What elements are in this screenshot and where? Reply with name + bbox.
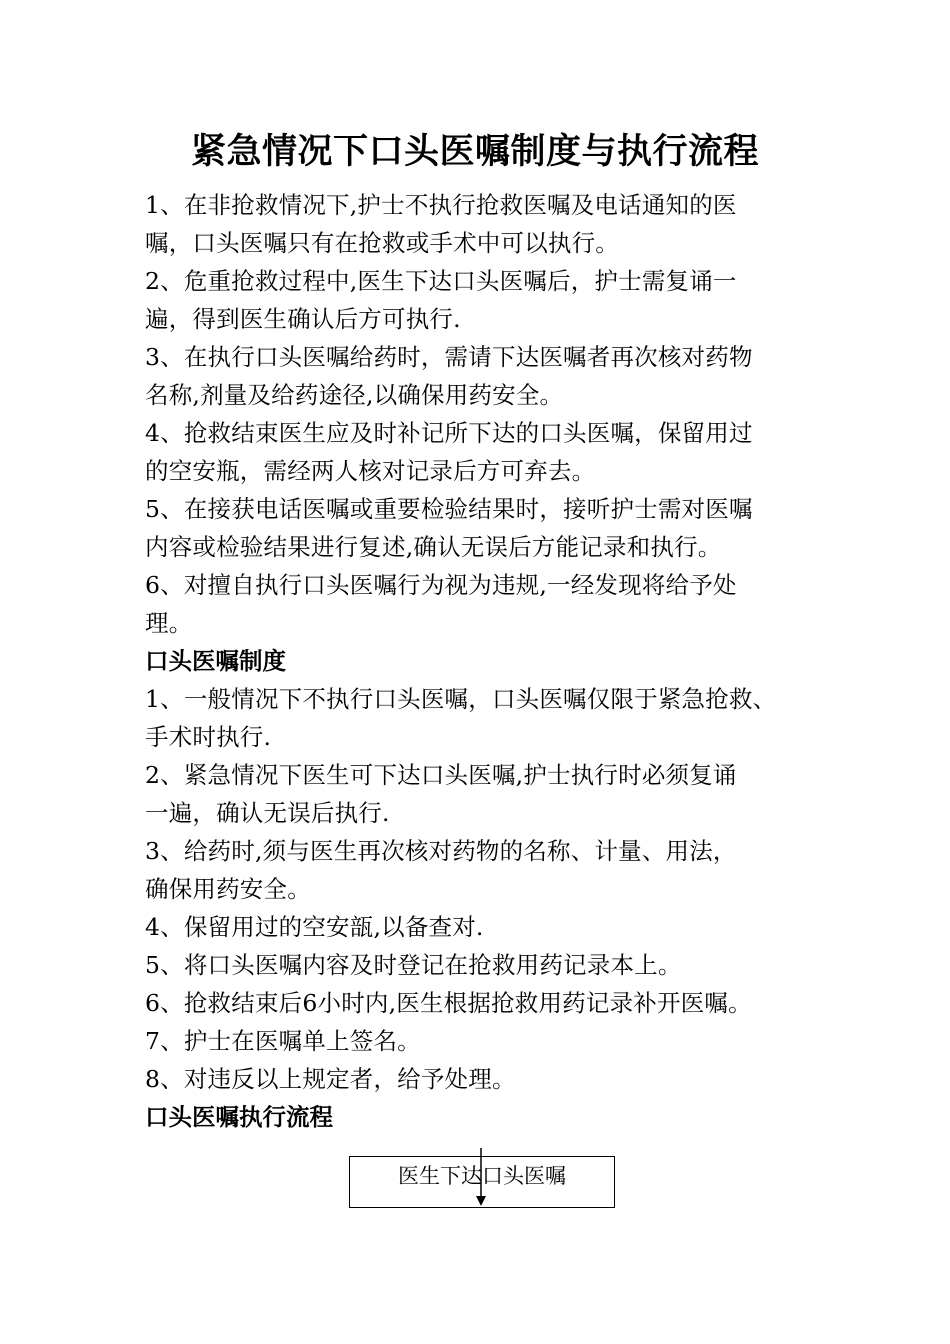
rule-line: 内容或检验结果进行复述,确认无误后方能记录和执行。 — [145, 533, 722, 561]
verbal-order-policy-section — [145, 642, 815, 1098]
section-heading: 口头医嘱制度 — [145, 647, 286, 675]
policy-line: 一遍，确认无误后执行. — [145, 799, 390, 827]
policy-line: 7、护士在医嘱单上签名。 — [145, 1027, 421, 1055]
policy-line: 1、一般情况下不执行口头医嘱，口头医嘱仅限于紧急抢救、 — [145, 685, 777, 713]
policy-line: 确保用药安全。 — [145, 875, 311, 903]
rule-line: 5、在接获电话医嘱或重要检验结果时，接听护士需对医嘱 — [145, 495, 753, 523]
flow-step-label: 医生下达口头医嘱 — [398, 1164, 566, 1188]
execution-flow-section — [145, 1098, 815, 1136]
rule-line: 1、在非抢救情况下,护士不执行抢救医嘱及电话通知的医 — [145, 191, 737, 219]
policy-line: 2、紧急情况下医生可下达口头医嘱,护士执行时必须复诵 — [145, 761, 737, 789]
execution-rules-section — [145, 186, 815, 642]
rule-line: 名称,剂量及给药途径,以确保用药安全。 — [145, 381, 564, 409]
policy-line: 6、抢救结束后6小时内,医生根据抢救用药记录补开医嘱。 — [145, 989, 752, 1017]
rule-line: 3、在执行口头医嘱给药时，需请下达医嘱者再次核对药物 — [145, 343, 753, 371]
policy-line: 8、对违反以上规定者，给予处理。 — [145, 1065, 516, 1093]
document-title: 紧急情况下口头医嘱制度与执行流程 — [190, 132, 759, 172]
policy-line: 5、将口头医嘱内容及时登记在抢救用药记录本上。 — [145, 951, 682, 979]
policy-line: 3、给药时,须与医生再次核对药物的名称、计量、用法， — [145, 837, 737, 865]
policy-line: 手术时执行. — [145, 723, 272, 751]
down-arrow-icon — [471, 1148, 491, 1208]
rule-line: 遍，得到医生确认后方可执行. — [145, 305, 461, 333]
section-heading: 口头医嘱执行流程 — [145, 1103, 333, 1131]
rule-line: 嘱，口头医嘱只有在抢救或手术中可以执行。 — [145, 229, 619, 257]
rule-line: 理。 — [145, 609, 193, 637]
rule-line: 的空安瓶，需经两人核对记录后方可弃去。 — [145, 457, 596, 485]
rule-line: 2、危重抢救过程中,医生下达口头医嘱后，护士需复诵一 — [145, 267, 737, 295]
rule-line: 4、抢救结束医生应及时补记所下达的口头医嘱，保留用过 — [145, 419, 753, 447]
policy-line: 4、保留用过的空安瓿,以备查对. — [145, 913, 484, 941]
rule-line: 6、对擅自执行口头医嘱行为视为违规,一经发现将给予处 — [145, 571, 737, 599]
document-body — [145, 186, 815, 1136]
